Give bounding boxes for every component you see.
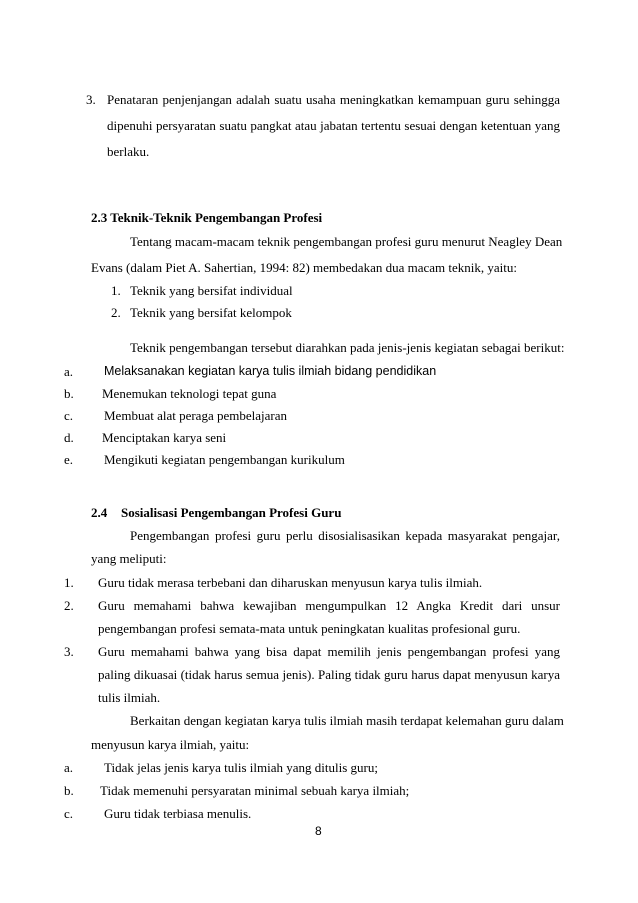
list-letter: a. [64, 364, 74, 379]
section-number: 2.4 [91, 505, 108, 520]
list-letter: d. [64, 430, 74, 445]
list-letter: e. [64, 452, 74, 467]
list-item: Guru memahami bahwa kewajiban mengumpulkan 12 Angka Kredit dari unsur [98, 598, 560, 613]
list-letter: b. [64, 783, 74, 798]
list-item: Guru tidak merasa terbebani dan diharuskan menyusun karya tulis ilmiah. [98, 575, 483, 590]
list-item: Menemukan teknologi tepat guna [102, 386, 277, 401]
list-item: Guru memahami bahwa yang bisa dapat memilih jenis pengembangan profesi yang [98, 644, 560, 659]
paragraph-line: berlaku. [107, 144, 150, 159]
list-number: 3. [64, 644, 74, 659]
list-item: Mengikuti kegiatan pengembangan kurikulum [104, 452, 345, 467]
paragraph-line: menyusun karya ilmiah, yaitu: [91, 737, 250, 752]
list-item: Menciptakan karya seni [102, 430, 227, 445]
page-number: 8 [315, 824, 322, 838]
list-item-continuation: pengembangan profesi semata-mata untuk peningkatan kualitas profesional guru. [98, 621, 521, 636]
list-item: Tidak jelas jenis karya tulis ilmiah yang ditulis guru; [104, 760, 378, 775]
list-letter: c. [64, 408, 74, 423]
list-number: 1. [64, 575, 74, 590]
list-item: Teknik yang bersifat individual [130, 283, 293, 298]
paragraph-line: Penataran penjenjangan adalah suatu usaha meningkatkan kemampuan guru sehingga [107, 92, 560, 107]
list-letter: a. [64, 760, 74, 775]
list-letter: c. [64, 806, 74, 821]
list-item-continuation: paling dikuasai (tidak harus semua jenis). Paling tidak guru harus dapat menyusun karya [98, 667, 560, 682]
paragraph-line: Teknik pengembangan tersebut diarahkan pada jenis-jenis kegiatan sebagai berikut: [130, 340, 565, 355]
section-heading: 2.3 Teknik-Teknik Pengembangan Profesi [91, 210, 323, 225]
paragraph-line: Pengembangan profesi guru perlu disosialisasikan kepada masyarakat pengajar, [130, 528, 560, 543]
paragraph-line: dipenuhi persyaratan suatu pangkat atau jabatan tertentu sesuai dengan ketentuan yang [107, 118, 560, 133]
paragraph-line: Tentang macam-macam teknik pengembangan profesi guru menurut Neagley Dean [130, 234, 563, 249]
list-number: 3. [86, 92, 96, 107]
list-number: 2. [111, 305, 121, 320]
list-item: Teknik yang bersifat kelompok [130, 305, 292, 320]
paragraph-line: Berkaitan dengan kegiatan karya tulis ilmiah masih terdapat kelemahan guru dalam [130, 713, 564, 728]
list-number: 1. [111, 283, 121, 298]
list-item: Membuat alat peraga pembelajaran [104, 408, 287, 423]
paragraph-line: Evans (dalam Piet A. Sahertian, 1994: 82) membedakan dua macam teknik, yaitu: [91, 260, 517, 275]
paragraph-line: yang meliputi: [91, 551, 167, 566]
list-number: 2. [64, 598, 74, 613]
list-item: Tidak memenuhi persyaratan minimal sebuah karya ilmiah; [100, 783, 410, 798]
list-item-continuation: tulis ilmiah. [98, 690, 161, 705]
list-letter: b. [64, 386, 74, 401]
list-item: Melaksanakan kegiatan karya tulis ilmiah bidang pendidikan [104, 364, 437, 378]
list-item: Guru tidak terbiasa menulis. [104, 806, 252, 821]
section-heading: Sosialisasi Pengembangan Profesi Guru [121, 505, 342, 520]
